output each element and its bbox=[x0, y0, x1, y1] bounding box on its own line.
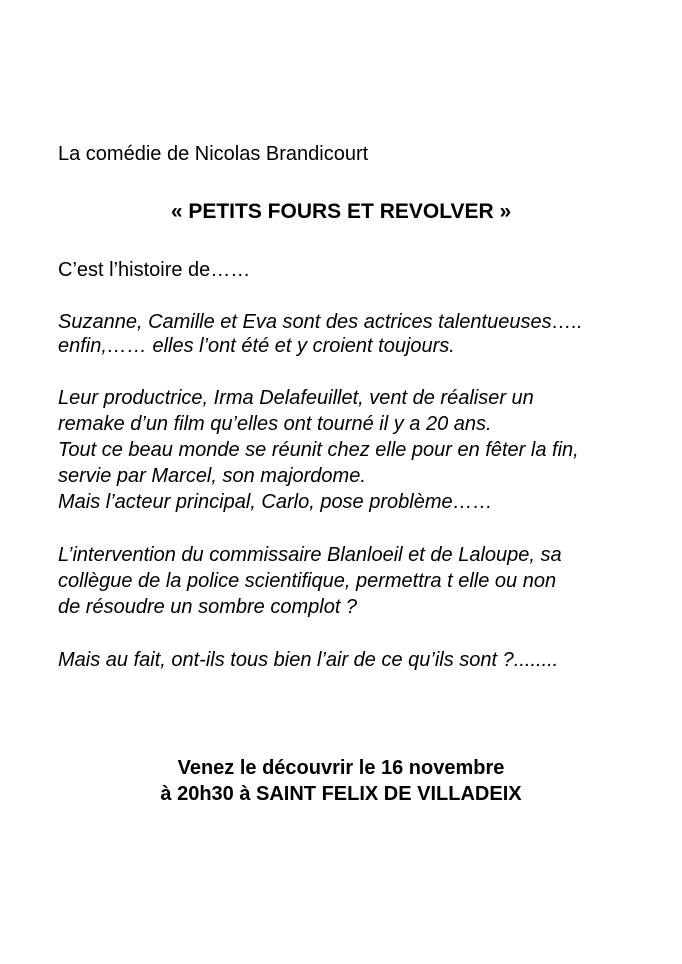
paragraph2-line: Leur productrice, Irma Delafeuillet, vent de réaliser un bbox=[58, 387, 534, 409]
footer-line-date: Venez le découvrir le 16 novembre bbox=[177, 757, 505, 779]
paragraph3-line: de résoudre un sombre complot ? bbox=[58, 596, 358, 618]
play-title: « PETITS FOURS ET REVOLVER » bbox=[170, 200, 512, 223]
paragraph1-line: Suzanne, Camille et Eva sont des actrices talentueuses….. bbox=[58, 311, 583, 333]
paragraph3-line: L’intervention du commissaire Blanloeil et de Laloupe, sa bbox=[58, 544, 562, 566]
paragraph2-line: remake d’un film qu’elles ont tourné il y a 20 ans. bbox=[58, 413, 492, 435]
paragraph4-line: Mais au fait, ont-ils tous bien l’air de ce qu’ils sont ?........ bbox=[58, 649, 559, 671]
paragraph2-line: Tout ce beau monde se réunit chez elle pour en fêter la fin, bbox=[58, 439, 579, 461]
paragraph1-line: enfin,…… elles l’ont été et y croient toujours. bbox=[58, 335, 455, 357]
intro-line: La comédie de Nicolas Brandicourt bbox=[58, 143, 369, 165]
paragraph2-line: servie par Marcel, son majordome. bbox=[58, 465, 366, 487]
footer-line-place: à 20h30 à SAINT FELIX DE VILLADEIX bbox=[160, 783, 522, 805]
paragraph3-line: collègue de la police scientifique, permettra t elle ou non bbox=[58, 570, 557, 592]
lead-line: C’est l’histoire de…… bbox=[58, 259, 251, 281]
paragraph2-line: Mais l’acteur principal, Carlo, pose problème…… bbox=[58, 491, 493, 513]
